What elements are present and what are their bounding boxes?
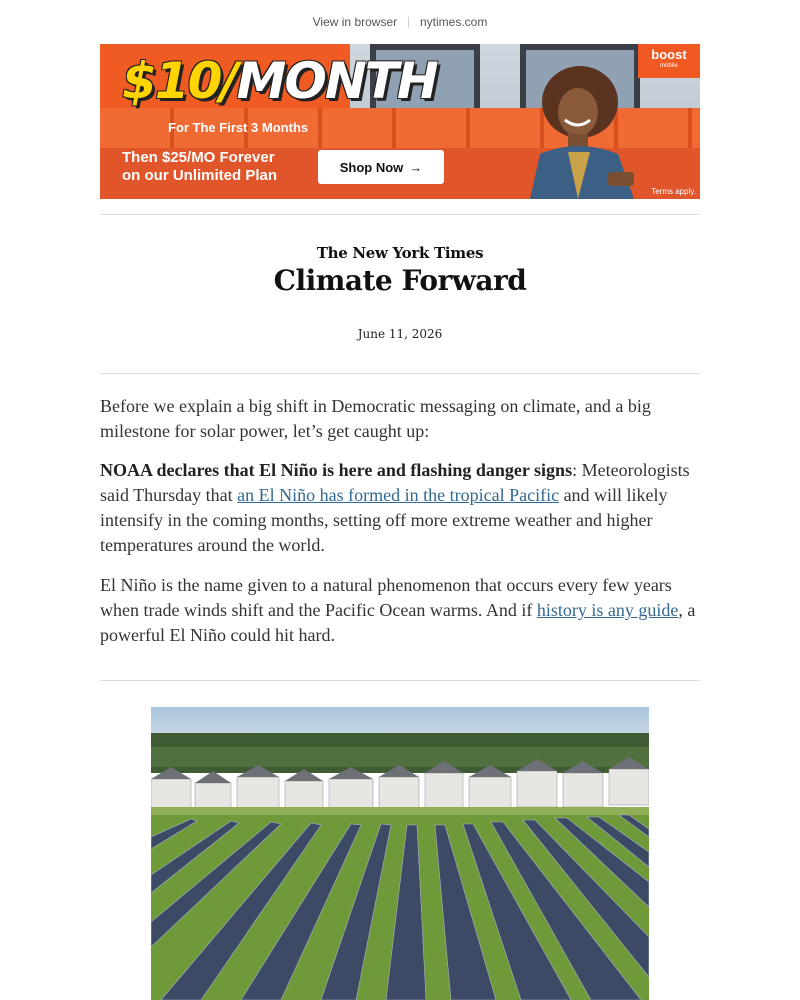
solar-farm-photo[interactable] — [151, 707, 649, 1000]
shop-now-button[interactable] — [318, 150, 444, 184]
ad-offer-line2: on our Unlimited Plan — [122, 167, 278, 184]
ad-price: $10/ — [122, 52, 237, 110]
ad-person-image — [510, 64, 650, 199]
p3-text: El Niño is the name given to a natural phenomenon that occurs every few years when trade winds shift and the Pacific Ocean warms. And if — [100, 575, 672, 620]
article-intro — [100, 394, 700, 444]
p2-text: Meteorologists said Thursday that — [100, 460, 690, 505]
arrow-right-icon: → — [409, 159, 423, 175]
ad-banner[interactable] — [100, 44, 700, 199]
newsletter-title: Climate Forward — [273, 264, 527, 297]
history-guide-link[interactable]: history is any guide — [536, 600, 679, 620]
nytimes-link[interactable]: nytimes.com — [419, 15, 488, 29]
nyt-masthead-logo: The New York Times — [316, 244, 484, 262]
brand-name: boost — [651, 47, 687, 62]
p2-text-end: and will likely intensify in the coming months, setting off more extreme weather and higher temperatures around the world. — [100, 485, 668, 555]
divider — [100, 680, 700, 681]
ad-headline — [122, 52, 437, 110]
divider — [100, 214, 700, 215]
intro-paragraph: Before we explain a big shift in Democratic messaging on climate, and a big milestone for solar power, let’s get caught up: — [100, 396, 651, 441]
ad-terms: Terms apply. — [651, 187, 696, 196]
ad-per-month: MONTH — [236, 52, 437, 110]
top-bar — [0, 0, 800, 44]
divider — [100, 373, 700, 374]
p3-text-end: , a powerful El Niño could hit hard. — [100, 600, 696, 645]
ad-sub-headline: For The First 3 Months — [168, 120, 309, 135]
newsletter-date: June 11, 2026 — [357, 327, 443, 341]
noaa-headline: NOAA declares that El Niño is here and flashing danger signs — [100, 460, 573, 480]
el-nino-formed-link[interactable]: an El Niño has formed in the tropical Pacific — [237, 485, 560, 505]
view-in-browser-link[interactable]: View in browser — [312, 15, 398, 29]
brand-sub: mobile — [660, 63, 678, 69]
article-paragraph-el-nino — [100, 573, 700, 648]
shop-now-label: Shop Now — [339, 159, 404, 175]
ad-offer-line1: Then $25/MO Forever — [122, 149, 275, 166]
ad-offer — [122, 149, 322, 185]
separator: | — [407, 16, 410, 28]
article-paragraph-noaa: NOAA declares that El Niño is here and flashing danger signs: Meteorologists said Thursday that an El Niño has formed in the tropical Pacific and will likely intensify in the coming months, setting off more extreme weather and higher temperatures around the world. — [100, 460, 690, 555]
boost-mobile-logo — [638, 44, 700, 78]
